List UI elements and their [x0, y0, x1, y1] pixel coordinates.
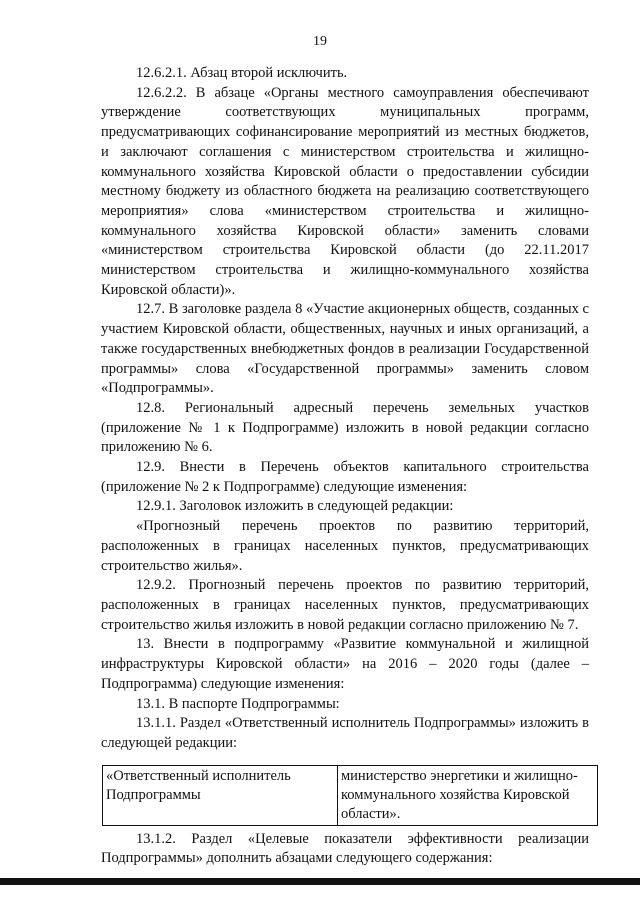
paragraph-12-9: 12.9. Внести в Перечень объектов капитального строительства (приложение № 2 к Подпрограмме) следующие изменения:	[101, 459, 589, 495]
paragraph-quote-title: «Прогнозный перечень проектов по развитию территорий, расположенных в границах населенных пунктов, предусматривающих строительство жилья».	[101, 518, 589, 574]
paragraph-12-8: 12.8. Региональный адресный перечень земельных участков (приложение № 1 к Подпрограмме) изложить в новой редакции согласно приложению № 6.	[101, 399, 589, 456]
paragraph-12-6-2-2: 12.6.2.2. В абзаце «Органы местного самоуправления обеспечивают утверждение соответствующих муниципальных программ, предусматривающих софинансирование мероприятий из местных бюджетов, и заключают соглашения с министерством строительства и жилищно-коммунального хозяйства Кировской области о предоставлении субсидии местному бюджету из областного бюджета на реализацию соответствующего мероприятия» слова «министерством строительства и жилищно-коммунального хозяйства Кировской области» заменить словами «министерством строительства Кировской области (до 22.11.2017 министерством строительства и жилищно-коммунального хозяйства Кировской области)».	[101, 84, 589, 298]
scan-border-bar	[0, 878, 640, 885]
paragraph-13-1: 13.1. В паспорте Подпрограммы:	[136, 695, 340, 712]
responsible-executor-table	[102, 765, 598, 826]
page-number: 19	[313, 34, 327, 49]
table-row	[103, 765, 598, 825]
table-cell-value: министерство энергетики и жилищно-коммунального хозяйства Кировской области».	[338, 765, 598, 825]
paragraph-12-6-2-1: 12.6.2.1. Абзац второй исключить.	[136, 65, 348, 81]
paragraph-12-7: 12.7. В заголовке раздела 8 «Участие акционерных обществ, созданных с участием Кировской области, общественных, научных и иных организаций, а также государственных внебюджетных фондов в реализации Государственной программы» слова «Государственной программы» заменить словом «Подпрограммы».	[101, 301, 589, 397]
paragraph-13-1-2: 13.1.2. Раздел «Целевые показатели эффективности реализации Подпрограммы» дополнить абзацами следующего содержания:	[101, 830, 589, 867]
paragraph-13-1-1: 13.1.1. Раздел «Ответственный исполнитель Подпрограммы» изложить в следующей редакции:	[101, 715, 589, 751]
document-body	[101, 64, 589, 869]
paragraph-12-9-2: 12.9.2. Прогнозный перечень проектов по развитию территорий, расположенных в границах населенных пунктов, предусматривающих строительство жилья изложить в новой редакции согласно приложению № 7.	[101, 577, 589, 633]
paragraph-12-9-1: 12.9.1. Заголовок изложить в следующей редакции:	[136, 498, 454, 515]
paragraph-13: 13. Внести в подпрограмму «Развитие коммунальной и жилищной инфраструктуры Кировской области» на 2016 – 2020 годы (далее – Подпрограмма) следующие изменения:	[101, 636, 589, 692]
table-cell-label: «Ответственный исполнитель Подпрограммы	[103, 765, 338, 825]
